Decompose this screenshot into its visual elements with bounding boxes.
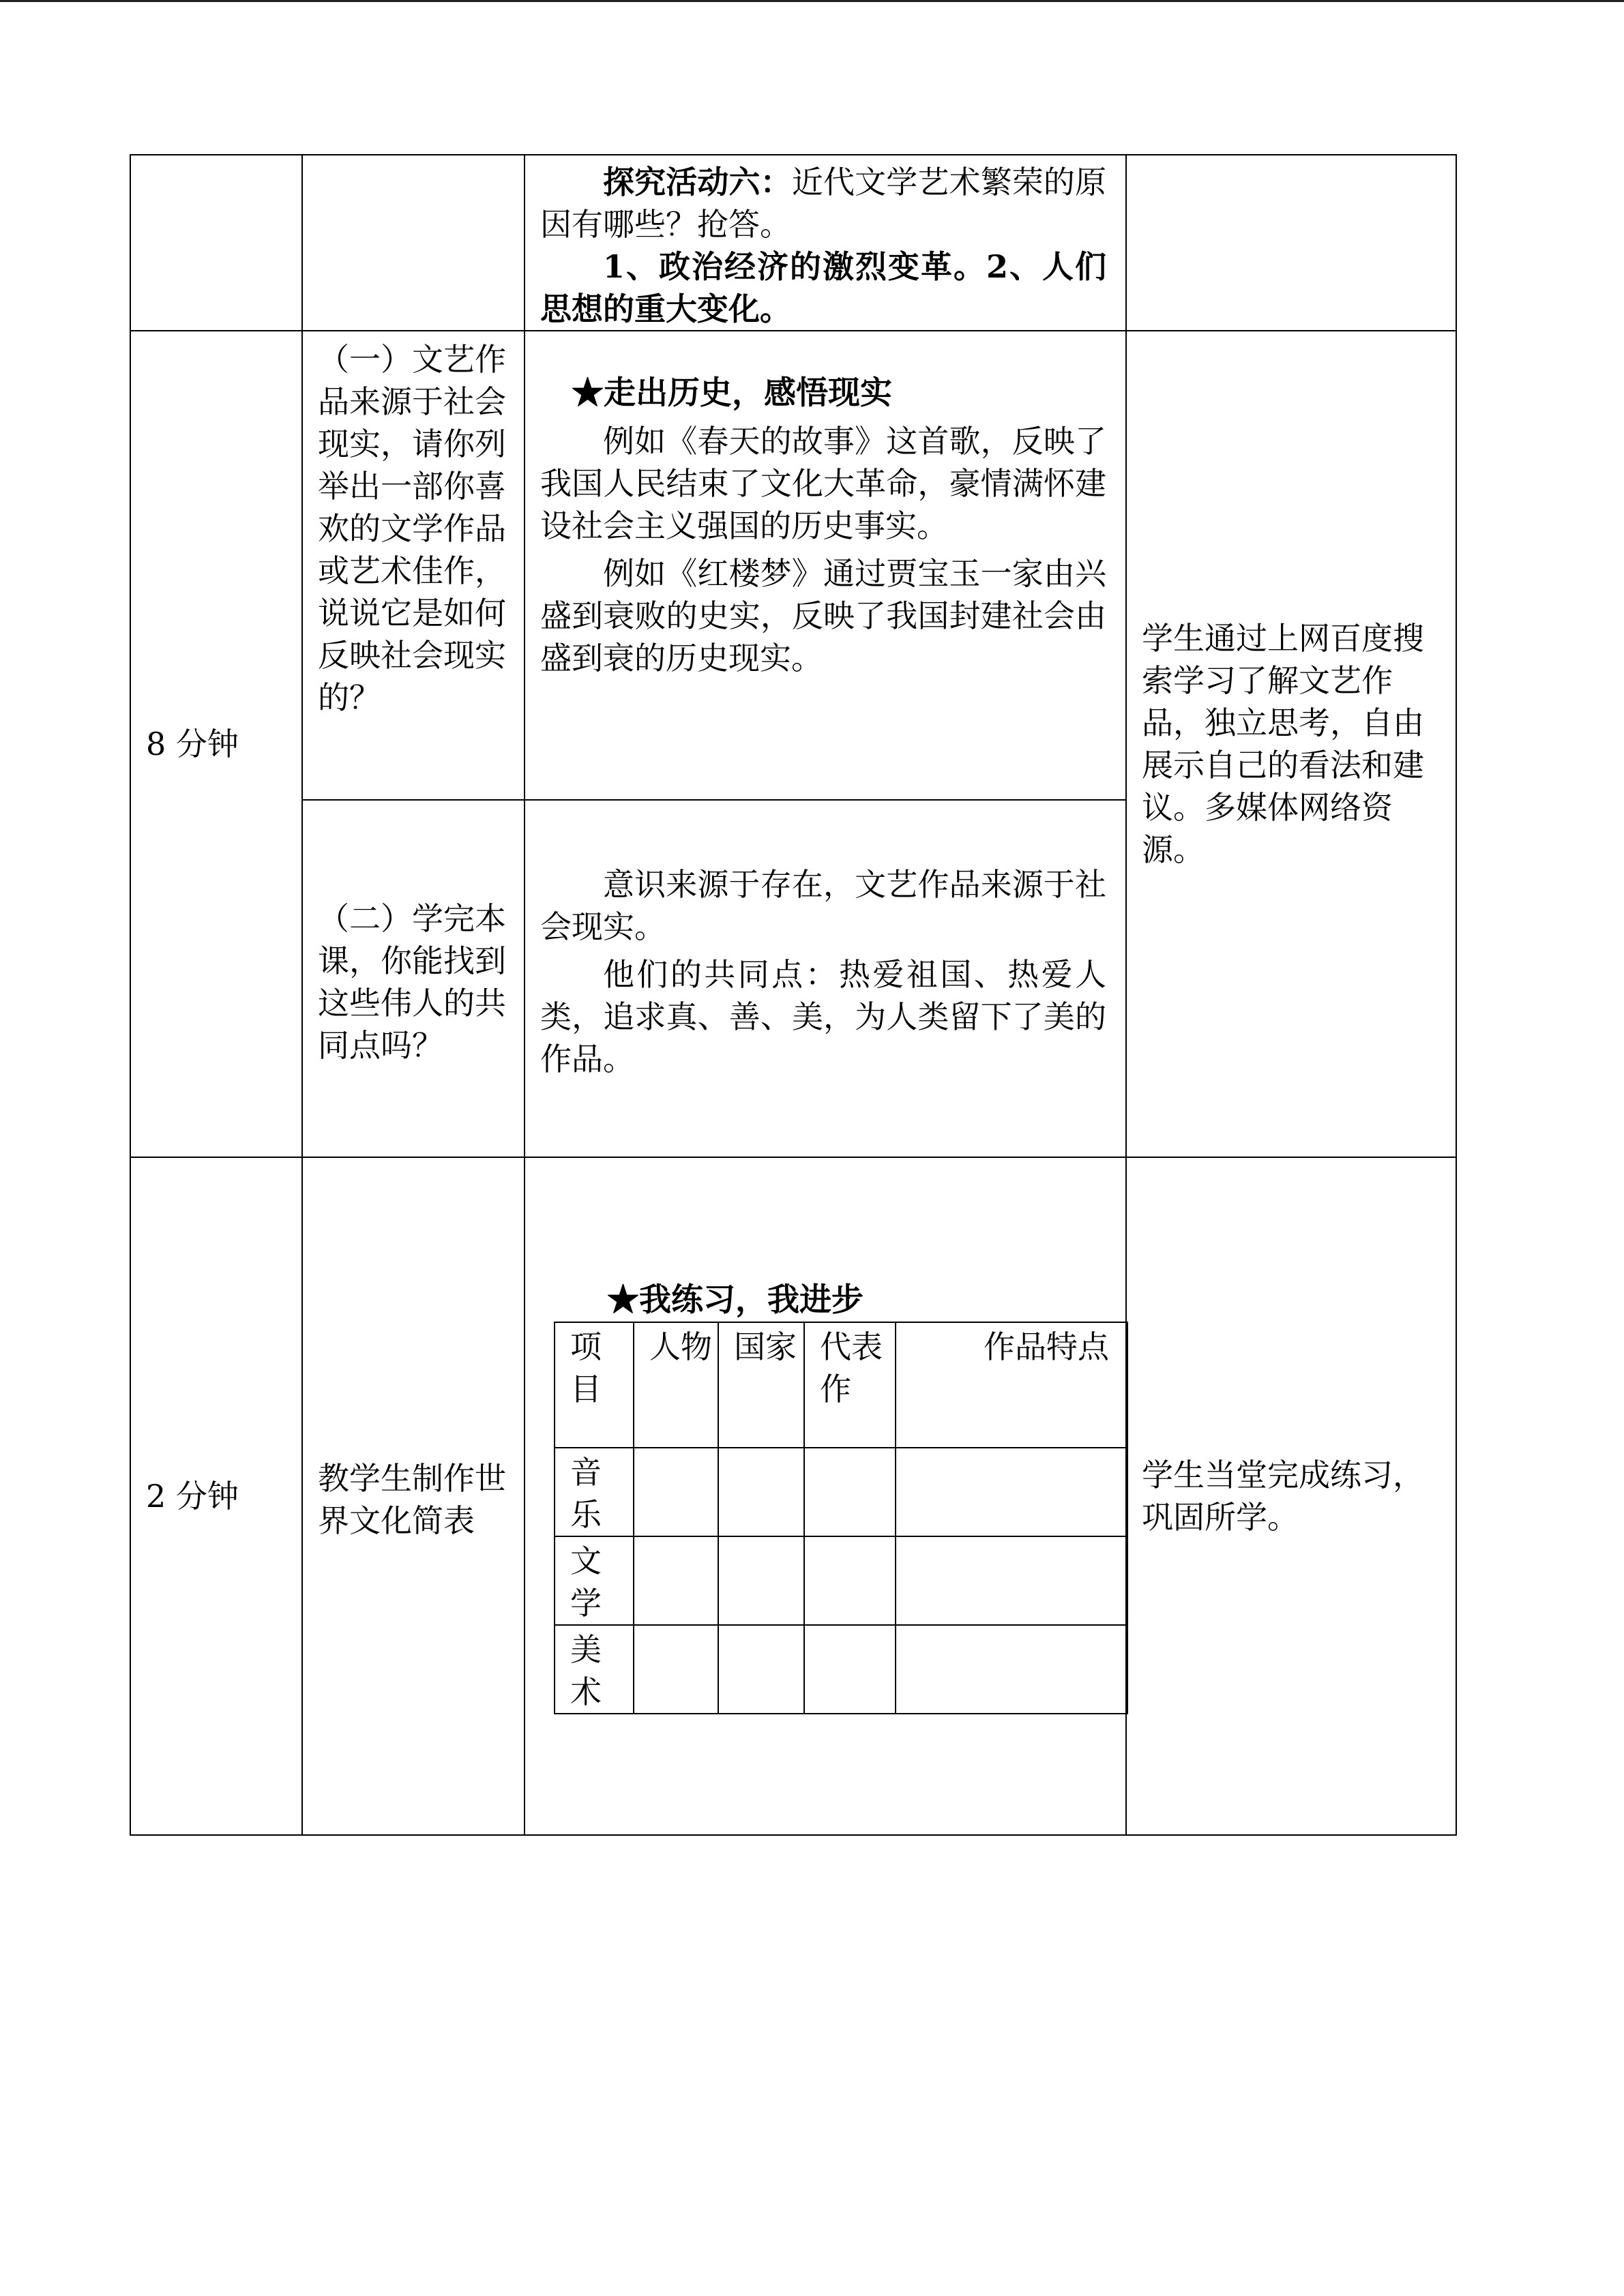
row-label-cell: 音乐 xyxy=(555,1448,634,1536)
exercise-area xyxy=(525,1158,1125,1833)
note-cell: 学生通过上网百度搜索学习了解文艺作品，独立思考，自由展示自己的看法和建议。多媒体网络资源。 xyxy=(1126,331,1456,1157)
row-label-cell: 文学 xyxy=(555,1536,634,1625)
blank-cell[interactable] xyxy=(718,1448,804,1536)
header-cell: 人物 xyxy=(634,1322,718,1448)
blank-cell[interactable] xyxy=(896,1625,1127,1714)
content-paragraph: 例如《春天的故事》这首歌，反映了我国人民结束了文化大革命，豪情满怀建设社会主义强国的历史事实。 xyxy=(540,423,1106,544)
blank-cell[interactable] xyxy=(634,1625,718,1714)
row-label-cell: 美术 xyxy=(555,1625,634,1714)
blank-cell[interactable] xyxy=(804,1448,896,1536)
lesson-plan-table xyxy=(130,154,1457,1836)
time-cell xyxy=(130,155,302,331)
page-top-border xyxy=(0,0,1624,2)
content-paragraph: 他们的共同点：热爱祖国、热爱人类，追求真、善、美，为人类留下了美的作品。 xyxy=(540,956,1106,1077)
task-cell: （二）学完本课，你能找到这些伟人的共同点吗？ xyxy=(302,800,525,1157)
activity-question: 近代文学艺术繁荣的原因有哪些？抢答。 xyxy=(540,164,1107,243)
content-paragraph: 意识来源于存在，文艺作品来源于社会现实。 xyxy=(540,866,1106,945)
header-cell: 作品特点 xyxy=(896,1322,1127,1448)
time-cell: 8 分钟 xyxy=(130,331,302,1157)
activity-answer: 1、政治经济的激烈变革。2、人们思想的重大变化。 xyxy=(540,248,1106,327)
table-row xyxy=(555,1625,1127,1714)
content-paragraph: 例如《红楼梦》通过贾宝玉一家由兴盛到衰败的史实，反映了我国封建社会由盛到衰的历史现实。 xyxy=(540,555,1106,676)
activity-paragraph xyxy=(540,161,1106,245)
blank-cell[interactable] xyxy=(896,1536,1127,1625)
table-row xyxy=(555,1448,1127,1536)
blank-cell[interactable] xyxy=(718,1625,804,1714)
note-cell xyxy=(1126,155,1456,331)
task-cell xyxy=(302,155,525,331)
exercise-title: ★我练习，我进步 xyxy=(607,1281,863,1319)
task-cell: 教学生制作世界文化简表 xyxy=(302,1157,525,1835)
table-row xyxy=(130,331,1456,800)
header-cell: 项目 xyxy=(555,1322,634,1448)
activity-label: 探究活动六： xyxy=(603,164,792,200)
blank-cell[interactable] xyxy=(718,1536,804,1625)
blank-cell[interactable] xyxy=(634,1536,718,1625)
content-cell xyxy=(525,1157,1126,1835)
header-cell: 代表作 xyxy=(804,1322,896,1448)
blank-cell[interactable] xyxy=(896,1448,1127,1536)
section-title: ★走出历史，感悟现实 xyxy=(572,374,892,412)
content-cell xyxy=(525,331,1126,800)
time-cell: 2 分钟 xyxy=(130,1157,302,1835)
table-row xyxy=(555,1536,1127,1625)
table-row xyxy=(130,155,1456,331)
blank-cell[interactable] xyxy=(804,1536,896,1625)
content-cell xyxy=(525,155,1126,331)
content-cell xyxy=(525,800,1126,1157)
table-header-row xyxy=(555,1322,1127,1448)
table-row xyxy=(130,1157,1456,1835)
task-cell: （一）文艺作品来源于社会现实，请你列举出一部你喜欢的文学作品或艺术佳作，说说它是如何反映社会现实的？ xyxy=(302,331,525,800)
blank-cell[interactable] xyxy=(804,1625,896,1714)
world-culture-table xyxy=(554,1322,1128,1714)
blank-cell[interactable] xyxy=(634,1448,718,1536)
header-cell: 国家 xyxy=(718,1322,804,1448)
note-cell: 学生当堂完成练习，巩固所学。 xyxy=(1126,1157,1456,1835)
